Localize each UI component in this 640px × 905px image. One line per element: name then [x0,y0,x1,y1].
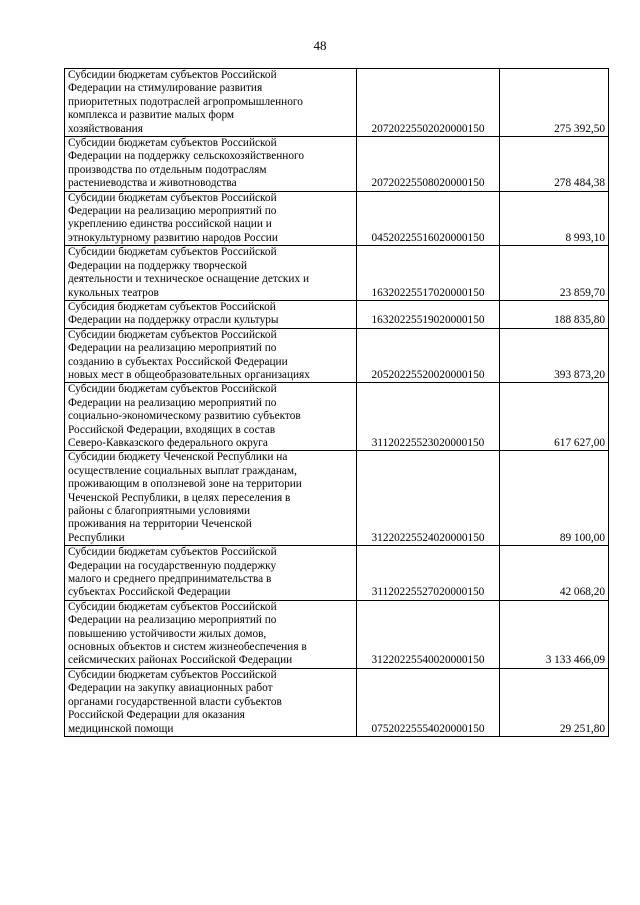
subsidy-name-line: хозяйствования [68,122,143,135]
subsidy-name-line: малого и среднего предпринимательства в [68,573,272,586]
subsidy-name-line: созданию в субъектах Российской Федерации [68,355,288,368]
table-row [65,668,609,736]
table-row [65,383,609,451]
budget-code-cell: 04520225516020000150 [357,191,500,246]
budget-code-cell: 31120225523020000150 [357,383,500,451]
subsidy-name-line: комплекса и развитие малых форм [68,109,235,122]
amount-cell: 23 859,70 [500,246,609,301]
budget-code-cell: 07520225554020000150 [357,668,500,736]
table-row [65,546,609,601]
subsidy-name-cell [65,300,357,328]
subsidy-name-line: районы с благоприятными условиями [68,505,251,517]
subsidy-name-line: повышению устойчивости жилых домов, [68,627,267,640]
amount-cell: 29 251,80 [500,668,609,736]
subsidy-name-line: Федерации на государственную поддержку [68,559,277,572]
subsidy-name-line: Субсидии бюджетам субъектов Российской [68,668,277,681]
budget-code-cell: 20720225502020000150 [357,69,500,137]
subsidy-name-line: Федерации на поддержку сельскохозяйственного [68,150,304,163]
subsidy-name-line: социально-экономическому развитию субъектов [68,410,301,423]
amount-cell: 42 068,20 [500,546,609,601]
subsidy-name-line: Субсидии бюджетам субъектов Российской [68,69,277,81]
subsidy-name-line: новых мест в общеобразовательных организациях [68,368,310,381]
budget-code-cell: 31220225524020000150 [357,451,500,546]
subsidy-name-line: Субсидии бюджетам субъектов Российской [68,546,277,559]
subsidy-name-line: сейсмических районах Российской Федерации [68,654,293,667]
subsidy-name-line: Федерации на реализацию мероприятий по [68,614,277,627]
subsidy-name-cell [65,383,357,451]
subsidy-name-line: деятельности и техническое оснащение детских и [68,273,309,286]
amount-cell: 617 627,00 [500,383,609,451]
subsidy-name-cell [65,246,357,301]
subsidy-name-line: Федерации на поддержку творческой [68,259,248,272]
subsidy-name-line: Субсидии бюджетам субъектов Российской [68,383,277,396]
subsidy-name-line: укреплению единства российской нации и [68,218,272,231]
subsidy-name-line: Субсидии бюджету Чеченской Республики на [68,451,288,464]
budget-code-cell: 20520225520020000150 [357,328,500,383]
subsidy-name-line: основных объектов и систем жизнеобеспечения в [68,641,307,654]
budget-code-cell: 20720225508020000150 [357,137,500,192]
subsidies-table-body [65,69,609,737]
table-row [65,137,609,192]
table-row [65,246,609,301]
budget-code-cell: 16320225517020000150 [357,246,500,301]
amount-cell: 393 873,20 [500,328,609,383]
subsidy-name-line: растениеводства и животноводства [68,177,237,190]
table-row [65,300,609,328]
subsidy-name-cell [65,668,357,736]
subsidy-name-line: Федерации на реализацию мероприятий по [68,396,277,409]
subsidies-table [64,68,609,737]
subsidy-name-cell [65,137,357,192]
subsidy-name-line: этнокультурному развитию народов России [68,231,278,244]
subsidy-name-line: Федерации на реализацию мероприятий по [68,205,277,218]
amount-cell: 89 100,00 [500,451,609,546]
subsidy-name-cell [65,69,357,137]
subsidy-name-line: Субсидии бюджетам субъектов Российской [68,246,277,259]
subsidy-name-line: кукольных театров [68,286,159,299]
subsidy-name-line: Федерации на поддержку отрасли культуры [68,314,279,327]
subsidy-name-cell [65,191,357,246]
amount-cell: 275 392,50 [500,69,609,137]
page-number: 48 [313,38,327,53]
subsidy-name-line: Субсидии бюджетам субъектов Российской [68,600,277,613]
budget-code-cell: 31220225540020000150 [357,600,500,668]
subsidy-name-line: проживания на территории Чеченской [68,518,252,531]
table-row [65,451,609,546]
subsidy-name-line: органами государственной власти субъектов [68,695,282,708]
amount-cell: 8 993,10 [500,191,609,246]
budget-code-cell: 31120225527020000150 [357,546,500,601]
subsidy-name-line: проживающим в оползневой зоне на территории [68,478,302,491]
subsidy-name-line: осуществление социальных выплат гражданам, [68,464,297,477]
subsidy-name-line: Республики [68,531,125,544]
subsidy-name-line: Федерации на стимулирование развития [68,82,263,95]
subsidy-name-line: приоритетных подотраслей агропромышленного [68,95,303,108]
subsidy-name-line: Субсидии бюджетам субъектов Российской [68,328,277,341]
subsidy-name-line: Чеченской Республики, в целях переселения в [68,491,291,504]
budget-code-cell: 16320225519020000150 [357,300,500,328]
table-row [65,69,609,137]
subsidy-name-cell [65,600,357,668]
subsidy-name-line: Российской Федерации для оказания [68,709,245,722]
subsidy-name-line: Российской Федерации, входящих в состав [68,423,276,436]
table-row [65,328,609,383]
table-row [65,600,609,668]
subsidy-name-line: субъектах Российской Федерации [68,586,231,599]
subsidy-name-line: Субсидии бюджетам субъектов Российской [68,137,277,150]
table-row [65,191,609,246]
amount-cell: 278 484,38 [500,137,609,192]
subsidy-name-line: Субсидии бюджетам субъектов Российской [68,191,277,204]
subsidy-name-line: Федерации на реализацию мероприятий по [68,342,277,355]
subsidy-name-line: Северо-Кавказского федерального округа [68,436,268,449]
subsidy-name-cell [65,451,357,546]
amount-cell: 3 133 466,09 [500,600,609,668]
subsidy-name-line: Федерации на закупку авиационных работ [68,682,273,695]
subsidy-name-line: производства по отдельным подотраслям [68,163,267,176]
subsidy-name-cell [65,328,357,383]
subsidy-name-line: Субсидия бюджетам субъектов Российской [68,300,276,313]
subsidy-name-line: медицинской помощи [68,722,174,735]
amount-cell: 188 835,80 [500,300,609,328]
subsidy-name-cell [65,546,357,601]
